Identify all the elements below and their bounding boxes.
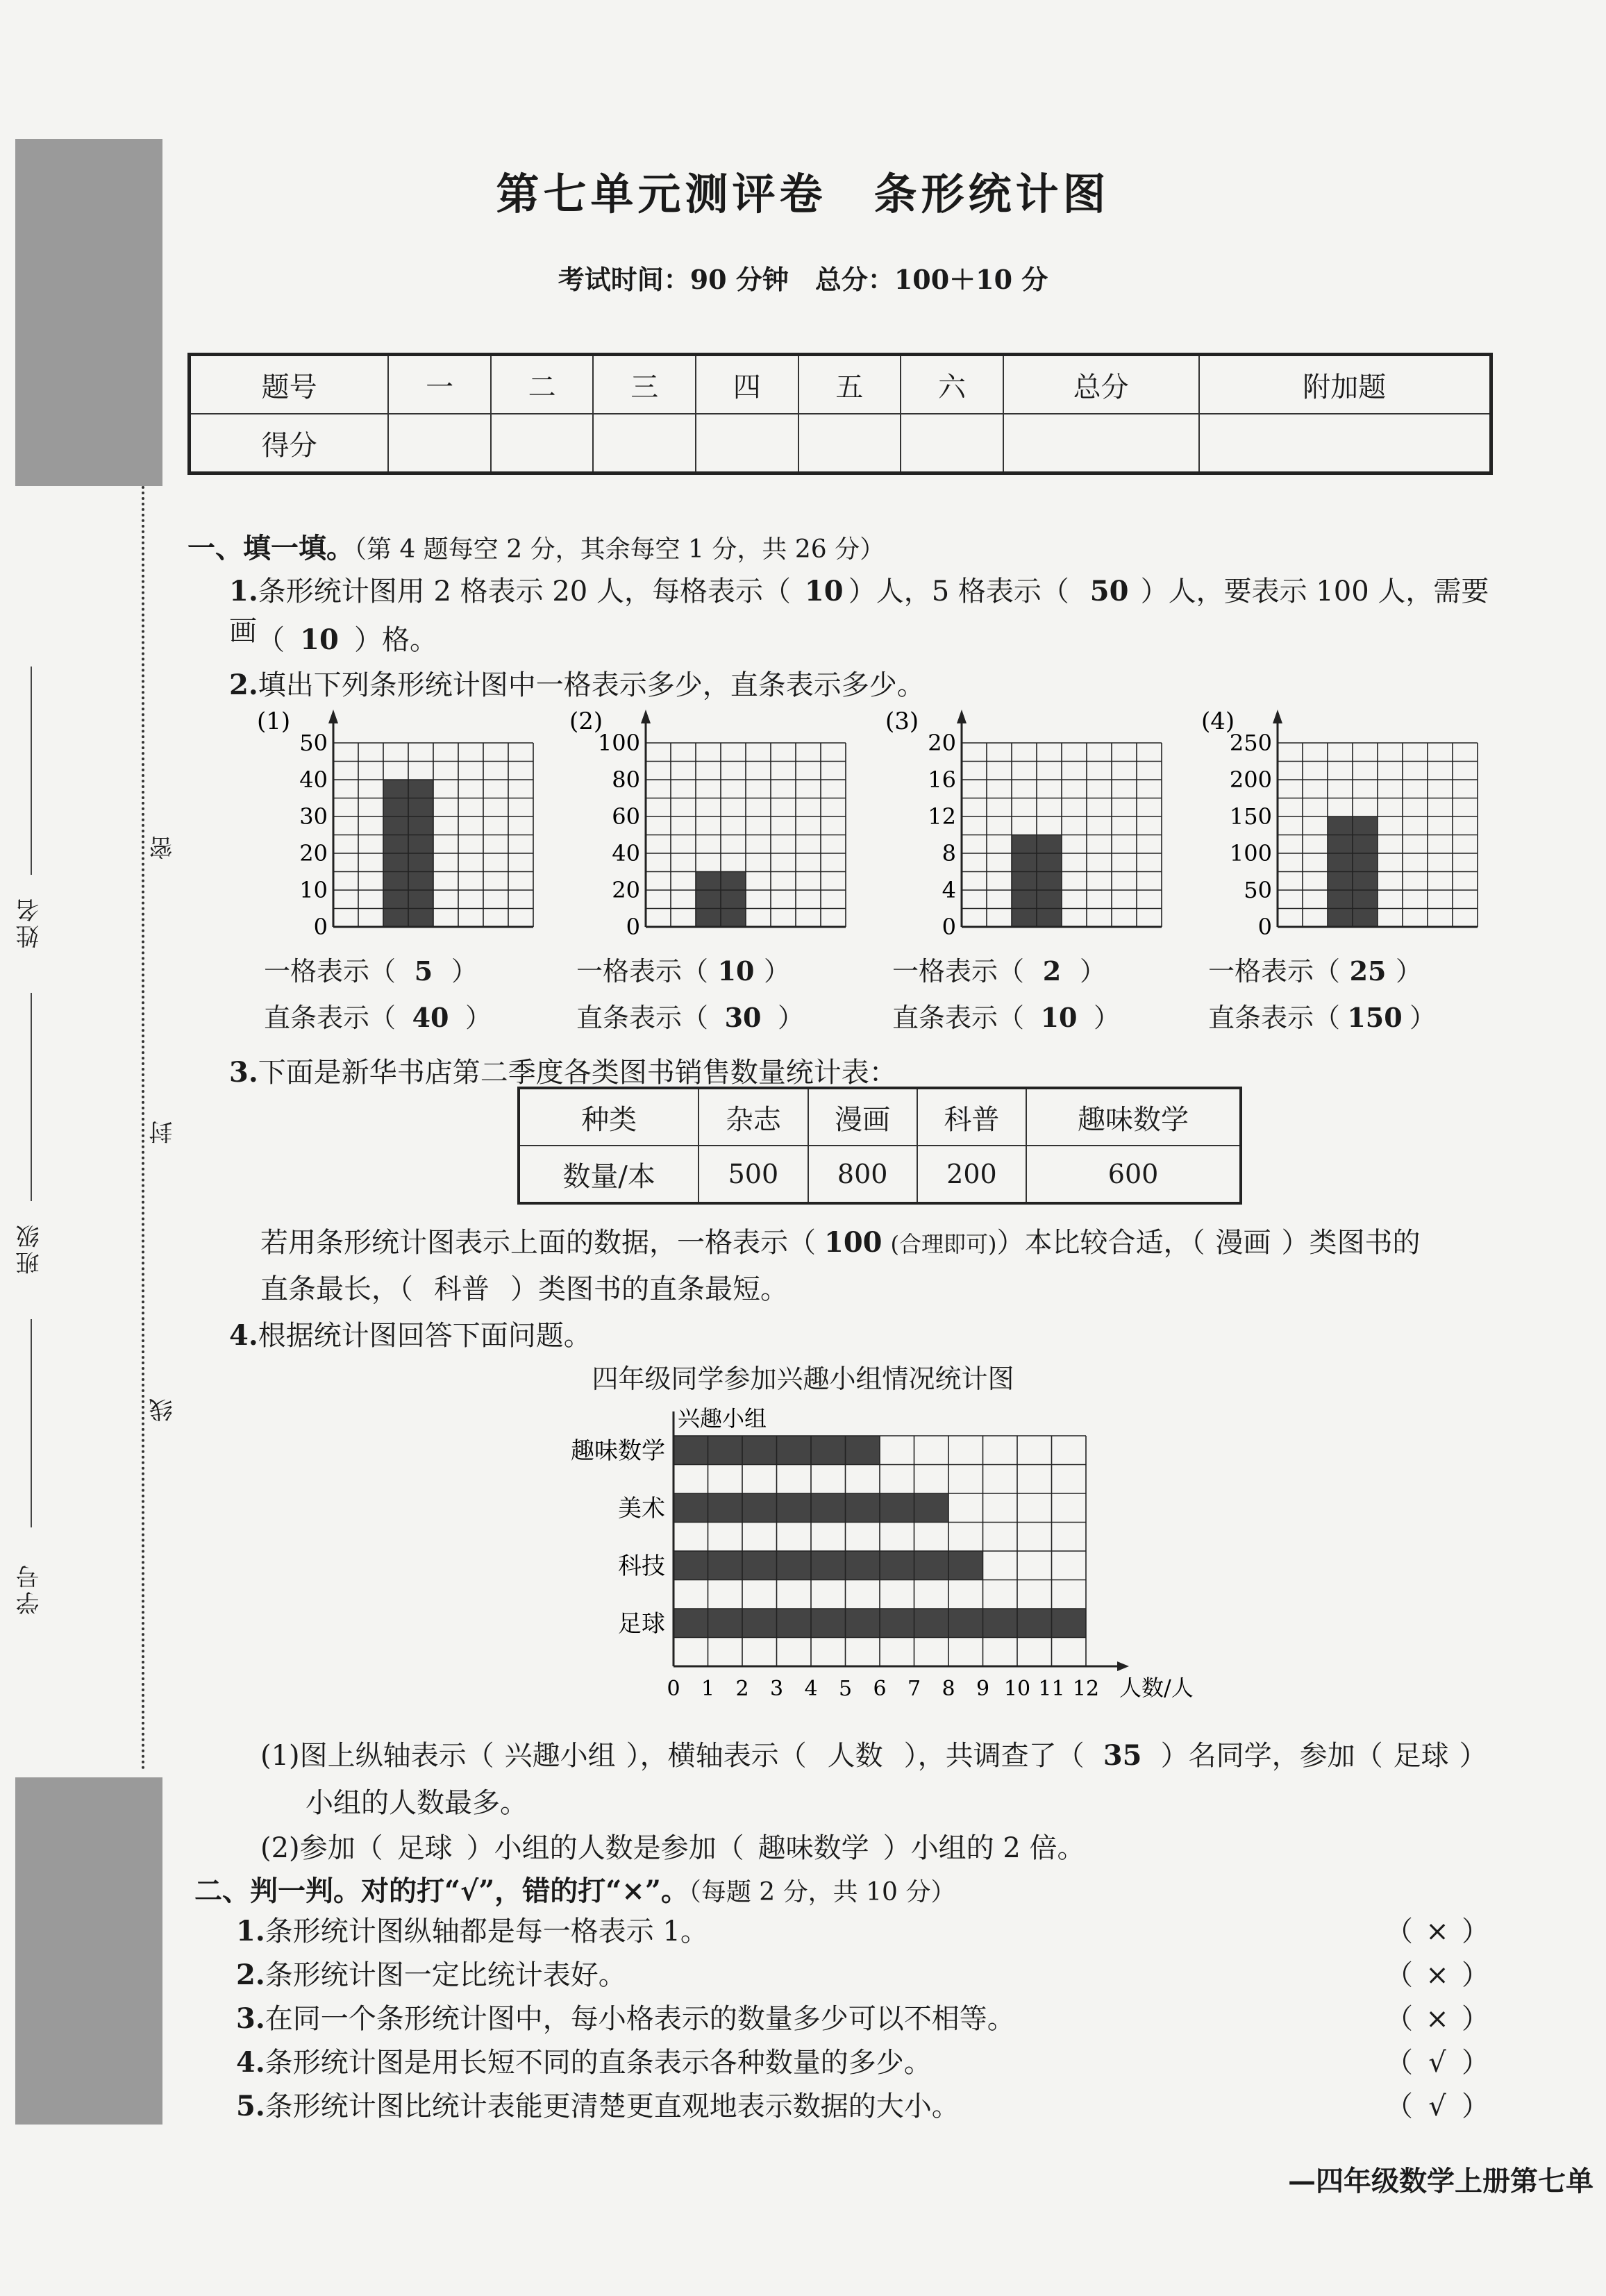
question-1-line2: （ 10 ）格。 [257,623,437,656]
tf-answer: √ [1428,2090,1446,2122]
x-tick-label: 2 [735,1677,749,1701]
y-tick-label: 0 [626,914,640,940]
tf-answer-box[interactable]: （ × ） [1385,1916,1489,1947]
y-tick-label: 200 [1229,766,1272,793]
bar-chart-2 [569,701,861,951]
chart-answer: 40 [412,1002,449,1033]
book-table-header: 杂志 [699,1088,808,1146]
book-sales-table [517,1087,1242,1205]
score-header-cell: 总分 [1003,355,1199,414]
class-line [31,993,32,1201]
chart-answer: 150 [1347,1002,1403,1033]
chart-answer: 25 [1349,955,1387,987]
side-label-class: 班级 [16,1222,44,1275]
tf-answer-box[interactable]: （ √ ） [1385,2047,1489,2079]
chart-number-label: (2) [569,707,603,735]
tf-item: 5.条形统计图比统计表能更清楚更直观地表示数据的大小。 [236,2090,960,2122]
score-header-cell: 题号 [190,355,389,414]
q4-sub2-answer-1: 足球 [396,1832,453,1864]
chart-2-row2: 直条表示（ 30 ） [576,1002,805,1033]
chart-1-row2: 直条表示（ 40 ） [264,1002,492,1033]
side-label-mi: 密 [149,833,177,860]
chart-answer: 30 [724,1002,762,1033]
interest-group-bars [542,1396,1305,1715]
question-4-sub2: (2)参加（ 足球 ）小组的人数是参加（ 趣味数学 ）小组的 2 倍。 [260,1826,1085,1866]
y-tick-label: 40 [612,840,640,866]
chart-number-label: (1) [257,707,291,735]
chart-number-label: (4) [1201,707,1235,735]
question-4: 4.根据统计图回答下面问题。 [229,1319,592,1352]
y-tick-label: 8 [942,840,956,866]
tf-item: 4.条形统计图是用长短不同的直条表示各种数量的多少。 [236,2046,932,2079]
y-axis-arrow [957,710,967,723]
book-table-cell: 800 [808,1146,917,1203]
score-value-cell[interactable] [1199,414,1491,474]
chart-answer: 5 [414,955,433,987]
x-tick-label: 7 [907,1677,921,1701]
tf-answer-box[interactable]: （ × ） [1385,1959,1489,1991]
y-axis-arrow [1273,710,1282,723]
score-header-cell: 五 [798,355,901,414]
score-header-cell: 三 [593,355,696,414]
question-2: 2.填出下列条形统计图中一格表示多少，直条表示多少。 [229,669,925,701]
chart-answer: 10 [1040,1002,1078,1033]
side-label-feng: 封 [149,1118,177,1144]
chart-3-row1: 一格表示（ 2 ） [892,955,1107,987]
interest-chart-title: 四年级同学参加兴趣小组情况统计图 [592,1364,1014,1394]
chart-1-row1: 一格表示（ 5 ） [264,955,478,987]
question-3-line2: 直条最长，（ 科普 ）类图书的直条最短。 [260,1267,788,1307]
q1-answer-3: 10 [300,623,339,656]
chart-3-row2: 直条表示（ 10 ） [892,1002,1121,1033]
x-tick-label: 12 [1072,1677,1100,1701]
score-header-cell: 二 [491,355,594,414]
tf-answer: × [1425,1916,1449,1947]
chart-number-label: (3) [885,707,919,735]
q1-answer-2: 50 [1089,575,1129,607]
book-table-header: 科普 [917,1088,1026,1146]
score-value-cell[interactable] [388,414,491,474]
seal-dotted-line [142,486,144,1770]
y-tick-label: 0 [1257,914,1272,940]
section1-heading: 一、填一填。（第 4 题每空 2 分，其余每空 1 分，共 26 分） [187,532,885,564]
section2-heading: 二、判一判。对的打“√”，错的打“×”。（每题 2 分，共 10 分） [194,1875,956,1907]
question-3-line1: 若用条形统计图表示上面的数据，一格表示（ 100 (合理即可)）本比较合适，（ 漫画 ）类图书的 [260,1221,1420,1260]
question-3: 3.下面是新华书店第二季度各类图书销售数量统计表： [229,1056,897,1089]
number-line [31,1319,32,1527]
book-table-header: 漫画 [808,1088,917,1146]
score-header-cell: 六 [901,355,1003,414]
footer-text: —四年级数学上册第七单 [1288,2165,1594,2197]
x-tick-label: 4 [804,1677,818,1701]
score-value-cell[interactable] [901,414,1003,474]
score-header-cell: 四 [696,355,798,414]
margin-gray-bottom [15,1777,162,2125]
tf-item: 2.条形统计图一定比统计表好。 [236,1959,626,1991]
y-tick-label: 250 [1229,730,1272,756]
x-axis-label: 人数/人 [1119,1675,1194,1701]
x-axis-arrow [1117,1661,1129,1671]
x-tick-label: 8 [942,1677,955,1701]
name-line [31,667,32,875]
q4-sub2-answer-2: 趣味数学 [758,1832,869,1864]
x-tick-label: 10 [1003,1677,1031,1701]
score-value-cell[interactable] [491,414,594,474]
y-tick-label: 40 [299,766,328,793]
x-tick-label: 1 [701,1677,715,1701]
tf-answer: × [1425,1959,1449,1991]
exam-info: 考试时间：90 分钟 总分：100＋10 分 [558,264,1048,295]
chart-answer: 10 [717,955,755,987]
question-1: 1.条形统计图用 2 格表示 20 人，每格表示（ 10 ）人，5 格表示（ 50 ）人，要表示 100 人，需要画 [229,575,1489,647]
y-tick-label: 12 [928,803,956,830]
x-tick-label: 5 [838,1677,853,1701]
y-tick-label: 150 [1229,803,1272,830]
book-table-cell: 数量/本 [519,1146,699,1203]
y-tick-label: 20 [299,840,328,866]
bar-chart-1 [257,701,549,951]
tf-item: 1.条形统计图纵轴都是每一格表示 1。 [236,1915,708,1947]
x-tick-label: 3 [769,1677,784,1701]
y-axis-arrow [641,710,651,723]
y-tick-label: 20 [612,877,640,903]
category-label: 趣味数学 [571,1436,665,1465]
hbar [674,1551,983,1580]
x-tick-label: 11 [1038,1677,1065,1701]
q3-answer-3: 科普 [434,1273,490,1305]
x-tick-label: 0 [667,1677,680,1701]
y-tick-label: 20 [928,730,956,756]
bar-chart-4 [1201,701,1493,951]
q1-answer-1: 10 [804,575,844,607]
q4-answer-3: 35 [1103,1739,1142,1772]
score-table [187,353,1493,475]
y-tick-label: 80 [612,766,640,793]
score-value-cell[interactable] [593,414,696,474]
q3-answer-2: 漫画 [1215,1227,1271,1259]
tf-answer-box[interactable]: （ √ ） [1385,2090,1489,2122]
chart-answer: 2 [1042,955,1062,987]
q4-answer-4: 足球 [1393,1740,1449,1772]
book-table-header: 种类 [519,1088,699,1146]
bar-chart-3 [885,701,1177,951]
q4-answer-2: 人数 [827,1740,883,1772]
page-title: 第七单元测评卷 条形统计图 [496,169,1110,219]
chart-4-row2: 直条表示（ 150 ） [1208,1002,1437,1033]
chart-2-row1: 一格表示（ 10 ） [576,955,791,987]
score-value-cell[interactable] [798,414,901,474]
y-axis-label: 兴趣小组 [678,1405,767,1432]
book-table-cell: 500 [699,1146,808,1203]
y-tick-label: 4 [942,877,956,903]
side-label-xian: 线 [149,1396,177,1422]
y-tick-label: 100 [1229,840,1272,866]
score-value-cell[interactable] [696,414,798,474]
chart-4-row1: 一格表示（ 25 ） [1208,955,1423,987]
score-header-cell: 附加题 [1199,355,1491,414]
score-header-cell: 一 [388,355,491,414]
tf-item: 3.在同一个条形统计图中，每小格表示的数量多少可以不相等。 [236,2002,1015,2035]
x-tick-label: 6 [873,1677,887,1701]
category-label: 足球 [618,1609,665,1638]
question-4-sub1-line2: 小组的人数最多。 [306,1787,528,1819]
score-value-cell: 得分 [190,414,389,474]
y-tick-label: 0 [313,914,328,940]
tf-answer: √ [1428,2047,1446,2079]
category-label: 科技 [618,1552,665,1580]
book-table-cell: 200 [917,1146,1026,1203]
q3-answer-1-note: (合理即可) [890,1231,997,1257]
tf-answer-box[interactable]: （ × ） [1385,2003,1489,2035]
y-tick-label: 60 [612,803,640,830]
y-axis-arrow [328,710,338,723]
score-value-cell[interactable] [1003,414,1199,474]
y-tick-label: 50 [1244,877,1272,903]
side-label-number: 学号 [16,1562,44,1615]
book-table-cell: 600 [1026,1146,1241,1203]
y-tick-label: 30 [299,803,328,830]
side-label-name: 姓名 [16,896,44,948]
q3-answer-1: 100 [824,1226,883,1259]
y-tick-label: 10 [299,877,328,903]
y-tick-label: 16 [928,766,956,793]
category-label: 美术 [618,1494,665,1523]
y-tick-label: 100 [597,730,640,756]
question-4-sub1: (1)图上纵轴表示（ 兴趣小组 ），横轴表示（ 人数 ），共调查了（ 35 ）名同学，参加（ 足球 ） [260,1734,1487,1773]
q4-answer-1: 兴趣小组 [504,1740,616,1772]
book-table-header: 趣味数学 [1026,1088,1241,1146]
tf-answer: × [1425,2003,1449,2035]
y-tick-label: 0 [942,914,956,940]
x-tick-label: 9 [976,1677,990,1701]
y-tick-label: 50 [299,730,328,756]
